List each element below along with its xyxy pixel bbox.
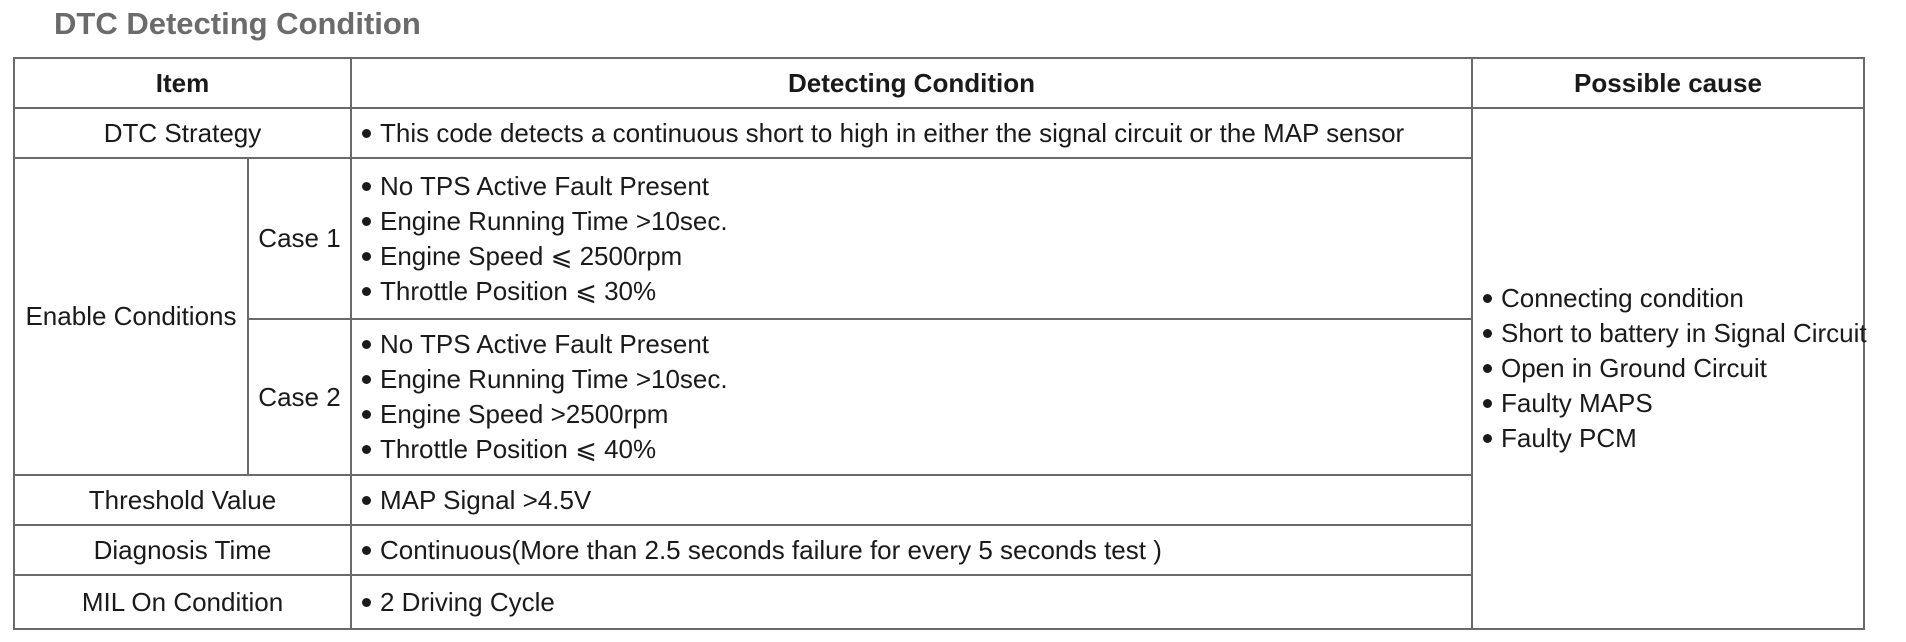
header-possible-cause: Possible cause: [1574, 67, 1762, 98]
header-item: Item: [155, 67, 210, 98]
list-item: No TPS Active Fault Present: [358, 169, 728, 204]
case-1-cell: [358, 161, 1468, 316]
header-detecting-condition: Detecting Condition: [788, 67, 1035, 98]
list-item: Faulty PCM: [1479, 421, 1867, 456]
case-2-label: Case 2: [258, 381, 341, 412]
dtc-strategy-cell: [358, 109, 1468, 157]
list-item: Engine Running Time >10sec.: [358, 362, 728, 397]
mil-cell: [358, 576, 1468, 628]
list-item: Connecting condition: [1479, 281, 1867, 316]
list-item: Engine Speed ⩽ 2500rpm: [358, 239, 728, 274]
list-item: Open in Ground Circuit: [1479, 351, 1867, 386]
diagnosis-cell: [358, 526, 1468, 574]
row-label-diagnosis-time: Diagnosis Time: [93, 534, 272, 565]
row-label-enable-conditions: Enable Conditions: [25, 301, 237, 331]
list-item: Engine Running Time >10sec.: [358, 204, 728, 239]
list-item: Throttle Position ⩽ 40%: [358, 432, 728, 467]
threshold-cell: [358, 476, 1468, 524]
list-item: MAP Signal >4.5V: [358, 483, 591, 518]
list-item: Continuous(More than 2.5 seconds failure for every 5 seconds test ): [358, 533, 1162, 568]
list-item: This code detects a continuous short to high in either the signal circuit or the MAP sensor: [358, 116, 1404, 151]
list-item: Engine Speed >2500rpm: [358, 397, 728, 432]
page-title: DTC Detecting Condition: [54, 6, 421, 41]
list-item: Faulty MAPS: [1479, 386, 1867, 421]
list-item: Throttle Position ⩽ 30%: [358, 274, 728, 309]
list-item: 2 Driving Cycle: [358, 585, 555, 620]
list-item: No TPS Active Fault Present: [358, 327, 728, 362]
case-1-label: Case 1: [258, 223, 341, 253]
case-2-cell: [358, 320, 1468, 474]
list-item: Short to battery in Signal Circuit: [1479, 316, 1867, 351]
row-label-dtc-strategy: DTC Strategy: [103, 117, 262, 148]
row-label-threshold-value: Threshold Value: [88, 484, 277, 515]
possible-cause-cell: [1479, 109, 1867, 628]
dtc-table: [13, 57, 1865, 630]
row-label-mil-on-condition: MIL On Condition: [81, 586, 284, 617]
